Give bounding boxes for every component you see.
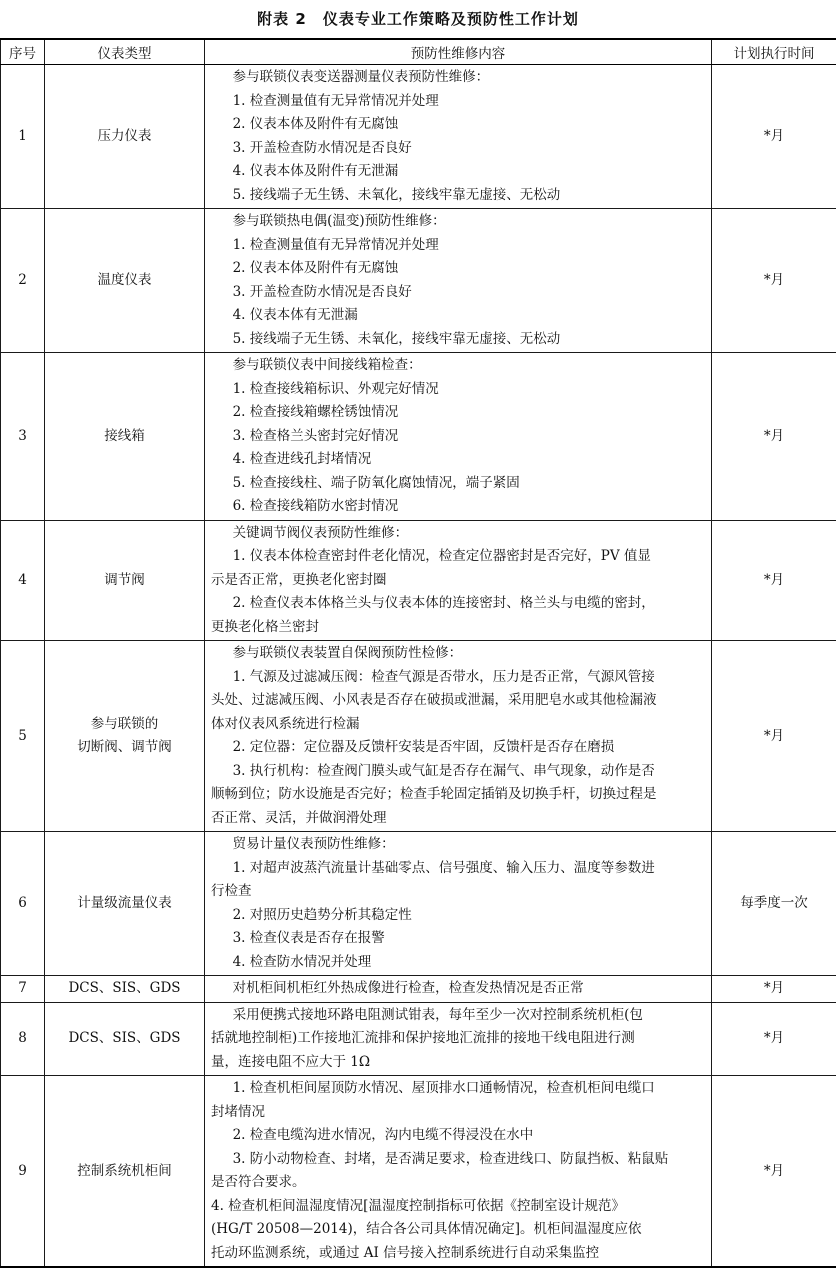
row-seq-cell <box>1 832 45 976</box>
table-row <box>1 209 836 353</box>
instrument-type-label: DCS、SIS、GDS <box>68 1027 180 1050</box>
content-line: 示是否正常，更换老化密封圈 <box>211 569 707 593</box>
content-line: 3. 检查仪表是否存在报警 <box>211 927 707 951</box>
row-seq-number: 5 <box>18 725 27 748</box>
instrument-type-label: 温度仪表 <box>98 269 152 292</box>
row-type-cell <box>45 832 205 976</box>
content-line: 2. 检查电缆沟进水情况，沟内电缆不得浸没在水中 <box>211 1124 707 1148</box>
content-line: 贸易计量仪表预防性维修： <box>211 833 707 857</box>
row-seq-number: 7 <box>18 977 27 1000</box>
row-seq-number: 1 <box>18 125 27 148</box>
row-seq-number: 6 <box>18 892 27 915</box>
content-line: 量，连接电阻不应大于 1Ω <box>211 1051 707 1075</box>
content-line: 3. 执行机构：检查阀门膜头或气缸是否存在漏气、串气现象，动作是否 <box>211 760 707 784</box>
row-content-cell <box>205 1002 712 1076</box>
table-row <box>1 1076 836 1268</box>
content-line: 1. 检查机柜间屋顶防水情况、屋顶排水口通畅情况，检查机柜间电缆口 <box>211 1077 707 1101</box>
content-line: 2. 检查仪表本体格兰头与仪表本体的连接密封、格兰头与电缆的密封， <box>211 592 707 616</box>
content-line: (HG/T 20508—2014)，结合各公司具体情况确定]。机柜间温湿度应依 <box>211 1218 707 1242</box>
content-line: 关键调节阀仪表预防性维修： <box>211 522 707 546</box>
row-seq-cell <box>1 520 45 641</box>
table-row <box>1 353 836 521</box>
row-type-cell <box>45 520 205 641</box>
instrument-type-label: 调节阀 <box>104 569 145 592</box>
content-line: 2. 仪表本体及附件有无腐蚀 <box>211 257 707 281</box>
content-line: 参与联锁仪表中间接线箱检查： <box>211 354 707 378</box>
row-seq-cell <box>1 65 45 209</box>
header-seq: 序号 <box>1 39 45 65</box>
table-title: 附表 2 仪表专业工作策略及预防性工作计划 <box>0 6 836 32</box>
content-line: 4. 仪表本体有无泄漏 <box>211 304 707 328</box>
content-line: 2. 仪表本体及附件有无腐蚀 <box>211 113 707 137</box>
content-line: 6. 检查接线箱防水密封情况 <box>211 495 707 519</box>
row-seq-number: 8 <box>18 1027 27 1050</box>
content-line: 4. 检查防水情况并处理 <box>211 951 707 975</box>
row-schedule-cell <box>712 1002 836 1076</box>
row-schedule-cell <box>712 65 836 209</box>
instrument-type-label: 压力仪表 <box>98 125 152 148</box>
schedule-value: *月 <box>764 269 784 292</box>
table-row <box>1 520 836 641</box>
row-type-cell <box>45 976 205 1003</box>
instrument-type-label: DCS、SIS、GDS <box>68 977 180 1000</box>
row-content-cell <box>205 1076 712 1268</box>
content-line: 是否符合要求。 <box>211 1171 707 1195</box>
content-line: 3. 防小动物检查、封堵，是否满足要求，检查进线口、防鼠挡板、粘鼠贴 <box>211 1148 707 1172</box>
header-instrument-type: 仪表类型 <box>45 39 205 65</box>
content-line: 头处、过滤减压阀、小风表是否存在破损或泄漏，采用肥皂水或其他检漏液 <box>211 689 707 713</box>
table-row <box>1 65 836 209</box>
content-line: 对机柜间机柜红外热成像进行检查，检查发热情况是否正常 <box>211 977 707 1001</box>
content-line: 1. 检查接线箱标识、外观完好情况 <box>211 378 707 402</box>
row-content-cell <box>205 976 712 1003</box>
row-type-cell <box>45 1002 205 1076</box>
row-seq-number: 4 <box>18 569 27 592</box>
content-line: 1. 仪表本体检查密封件老化情况，检查定位器密封是否完好，PV 值显 <box>211 545 707 569</box>
schedule-value: *月 <box>764 725 784 748</box>
row-schedule-cell <box>712 353 836 521</box>
header-maintenance-content: 预防性维修内容 <box>205 39 712 65</box>
content-line: 5. 检查接线柱、端子防氧化腐蚀情况，端子紧固 <box>211 472 707 496</box>
row-type-cell <box>45 1076 205 1268</box>
schedule-value: *月 <box>764 125 784 148</box>
row-type-cell <box>45 641 205 832</box>
content-line: 顺畅到位；防水设施是否完好；检查手轮固定插销及切换手杆，切换过程是 <box>211 783 707 807</box>
row-content-cell <box>205 353 712 521</box>
row-schedule-cell <box>712 832 836 976</box>
row-schedule-cell <box>712 976 836 1003</box>
content-line: 1. 检查测量值有无异常情况并处理 <box>211 234 707 258</box>
table-row <box>1 832 836 976</box>
schedule-value: 每季度一次 <box>740 892 808 915</box>
content-line: 4. 检查机柜间温湿度情况[温湿度控制指标可依据《控制室设计规范》 <box>211 1195 707 1219</box>
row-seq-cell <box>1 209 45 353</box>
row-schedule-cell <box>712 209 836 353</box>
row-schedule-cell <box>712 641 836 832</box>
row-schedule-cell <box>712 1076 836 1268</box>
row-seq-cell <box>1 1002 45 1076</box>
row-seq-cell <box>1 976 45 1003</box>
header-row <box>1 39 836 65</box>
maintenance-plan-table <box>0 38 836 1268</box>
row-content-cell <box>205 832 712 976</box>
row-content-cell <box>205 641 712 832</box>
row-type-cell <box>45 353 205 521</box>
row-seq-cell <box>1 641 45 832</box>
content-line: 托动环监测系统，或通过 AI 信号接入控制系统进行自动采集监控 <box>211 1242 707 1266</box>
instrument-type-label: 参与联锁的 <box>77 713 172 736</box>
schedule-value: *月 <box>764 1027 784 1050</box>
content-line: 2. 对照历史趋势分析其稳定性 <box>211 904 707 928</box>
content-line: 2. 检查接线箱螺栓锈蚀情况 <box>211 401 707 425</box>
table-row <box>1 976 836 1003</box>
content-line: 2. 定位器：定位器及反馈杆安装是否牢固，反馈杆是否存在磨损 <box>211 736 707 760</box>
schedule-value: *月 <box>764 569 784 592</box>
instrument-type-label: 接线箱 <box>104 425 145 448</box>
row-content-cell <box>205 65 712 209</box>
content-line: 3. 开盖检查防水情况是否良好 <box>211 137 707 161</box>
content-line: 4. 检查进线孔封堵情况 <box>211 448 707 472</box>
row-type-cell <box>45 209 205 353</box>
content-line: 采用便携式接地环路电阻测试钳表，每年至少一次对控制系统机柜(包 <box>211 1004 707 1028</box>
instrument-type-label: 控制系统机柜间 <box>77 1160 172 1183</box>
content-line: 5. 接线端子无生锈、未氧化，接线牢靠无虚接、无松动 <box>211 328 707 352</box>
row-schedule-cell <box>712 520 836 641</box>
instrument-type-label: 切断阀、调节阀 <box>77 736 172 759</box>
content-line: 体对仪表风系统进行检漏 <box>211 713 707 737</box>
row-seq-number: 3 <box>18 425 27 448</box>
row-type-cell <box>45 65 205 209</box>
row-seq-number: 2 <box>18 269 27 292</box>
content-line: 否正常、灵活，并做润滑处理 <box>211 807 707 831</box>
content-line: 参与联锁仪表装置自保阀预防性检修： <box>211 642 707 666</box>
content-line: 1. 检查测量值有无异常情况并处理 <box>211 90 707 114</box>
schedule-value: *月 <box>764 1160 784 1183</box>
row-content-cell <box>205 520 712 641</box>
content-line: 更换老化格兰密封 <box>211 616 707 640</box>
content-line: 1. 对超声波蒸汽流量计基础零点、信号强度、输入压力、温度等参数进 <box>211 857 707 881</box>
content-line: 括就地控制柜)工作接地汇流排和保护接地汇流排的接地干线电阻进行测 <box>211 1027 707 1051</box>
content-line: 4. 仪表本体及附件有无泄漏 <box>211 160 707 184</box>
schedule-value: *月 <box>764 425 784 448</box>
content-line: 3. 检查格兰头密封完好情况 <box>211 425 707 449</box>
row-content-cell <box>205 209 712 353</box>
content-line: 5. 接线端子无生锈、未氧化，接线牢靠无虚接、无松动 <box>211 184 707 208</box>
instrument-type-label: 计量级流量仪表 <box>77 892 172 915</box>
row-seq-cell <box>1 353 45 521</box>
content-line: 参与联锁仪表变送器测量仪表预防性维修： <box>211 66 707 90</box>
content-line: 3. 开盖检查防水情况是否良好 <box>211 281 707 305</box>
table-row <box>1 1002 836 1076</box>
content-line: 行检查 <box>211 880 707 904</box>
table-row <box>1 641 836 832</box>
content-line: 1. 气源及过滤减压阀：检查气源是否带水，压力是否正常，气源风管接 <box>211 666 707 690</box>
schedule-value: *月 <box>764 977 784 1000</box>
content-line: 封堵情况 <box>211 1101 707 1125</box>
row-seq-cell <box>1 1076 45 1268</box>
content-line: 参与联锁热电偶(温变)预防性维修： <box>211 210 707 234</box>
header-schedule: 计划执行时间 <box>712 39 836 65</box>
row-seq-number: 9 <box>18 1160 27 1183</box>
